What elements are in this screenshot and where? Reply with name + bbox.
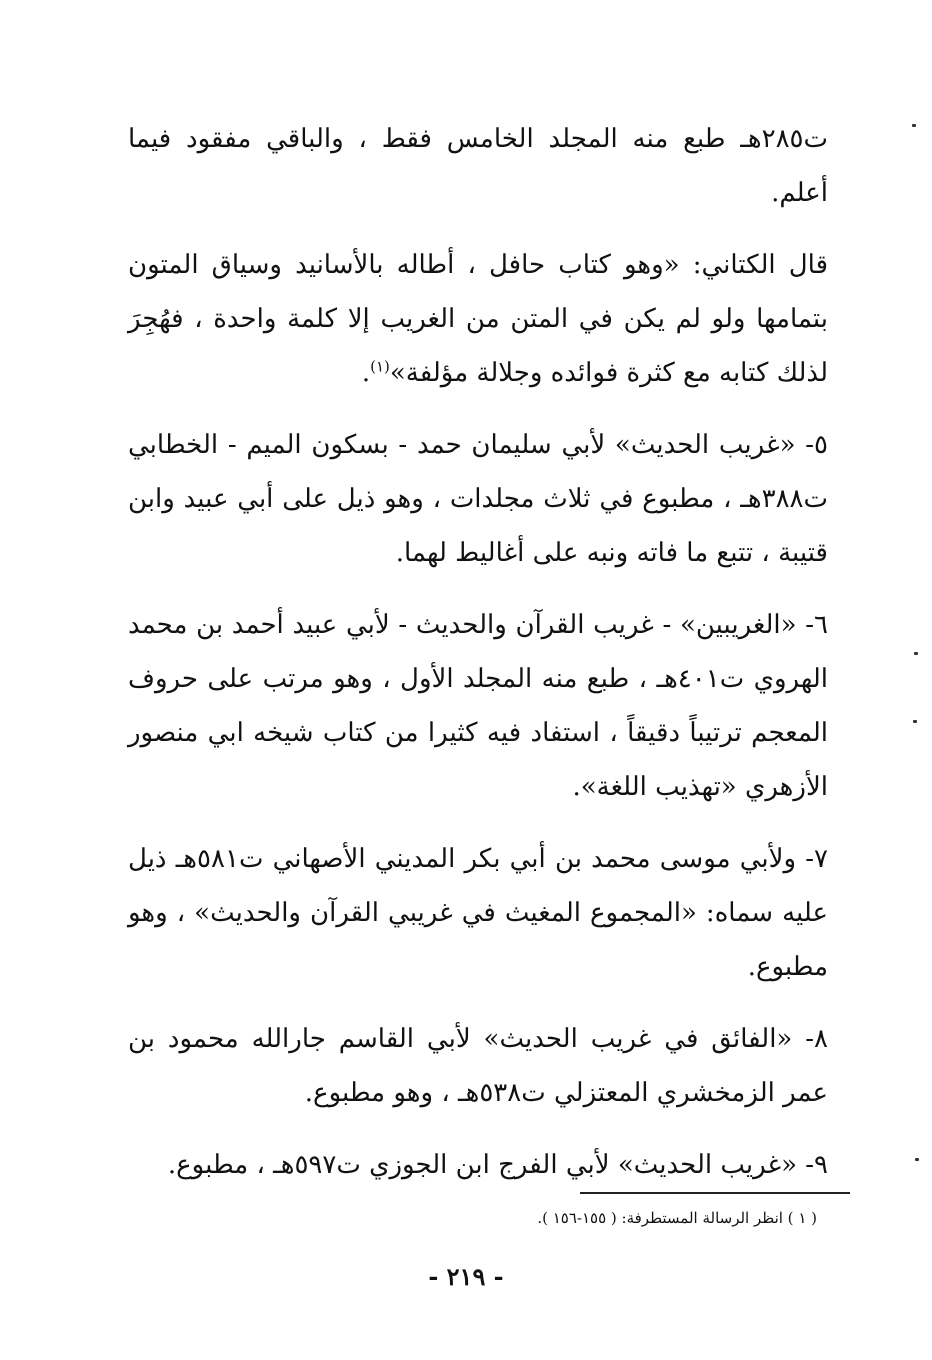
paragraph-item-8: ٨- «الفائق في غريب الحديث» لأبي القاسم جارالله محمود بن عمر الزمخشري المعتزلي ت٥٣٨هـ ، وهو مطبوع. [128,1024,828,1108]
paragraph-2-end: . [361,358,371,388]
paragraph-item-7: ٧- ولأبي موسى محمد بن أبي بكر المديني الأصهاني ت٥٨١هـ ذيل عليه سماه: «المجموع المغيث في غريبي القرآن والحديث» ، وهو مطبوع. [128,844,828,982]
footnote-marker[interactable]: (١) [370,357,390,376]
body-text [128,112,828,1210]
paragraph-2-text: قال الكتاني: «وهو كتاب حافل ، أطاله بالأسانيد وسياق المتون بتمامها ولو لم يكن في المتن من الغريب إلا كلمة واحدة ، فهُجِرَ لذلك كتابه مع كثرة فوائده وجلالة مؤلفة» [128,250,828,388]
footnote-divider [580,1192,850,1194]
scan-speck [915,1158,919,1161]
scan-speck [913,720,917,723]
paragraph-item-6: ٦- «الغريبين» - غريب القرآن والحديث - لأبي عبيد أحمد بن محمد الهروي ت٤٠١هـ ، طبع منه المجلد الأول ، وهو مرتب على حروف المعجم ترتيباً دقيقاً ، استفاد فيه كثيرا من كتاب شيخه ابي منصور الأزهري «تهذيب اللغة». [128,610,829,802]
page-number: - ٢١٩ - [428,1262,504,1291]
paragraph-2 [128,238,828,400]
footnote: ( ١ ) انظر الرسالة المستطرفة: ( ١٥٥-١٥٦ ). [537,1209,817,1227]
paragraph-item-5: ٥- «غريب الحديث» لأبي سليمان حمد - بسكون الميم - الخطابي ت٣٨٨هـ ، مطبوع في ثلاث مجلدات ، وهو ذيل على أبي عبيد وابن قتيبة ، تتبع ما فاته ونبه على أغاليط لهما. [128,430,828,568]
paragraph-item-9: ٩- «غريب الحديث» لأبي الفرج ابن الجوزي ت٥٩٧هـ ، مطبوع. [167,1150,828,1180]
paragraph-1: ت٢٨٥هـ طبع منه المجلد الخامس فقط ، والباقي مفقود فيما أعلم. [128,124,828,208]
scan-speck [914,652,918,655]
scan-speck [912,124,916,127]
